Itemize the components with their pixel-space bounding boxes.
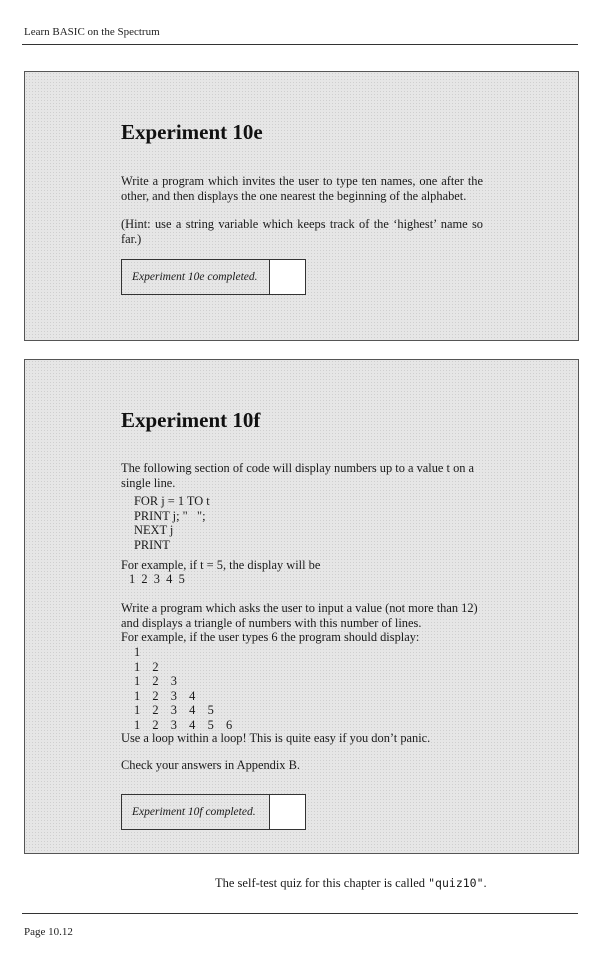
experiment-10e-completed-label: Experiment 10e completed.: [122, 260, 270, 294]
triangle-line: 1 2 3: [134, 674, 177, 688]
header-rule: [22, 44, 578, 45]
experiment-10e-panel: [24, 71, 579, 341]
loop-tip: Use a loop within a loop! This is quite easy if you don’t panic.: [121, 731, 431, 745]
experiment-10f-panel: [24, 359, 579, 854]
experiment-10f-completed-label: Experiment 10f completed.: [122, 795, 270, 829]
check-answers: Check your answers in Appendix B.: [121, 758, 300, 772]
example-intro: For example, if t = 5, the display will be: [121, 558, 321, 572]
experiment-10e-body: Write a program which invites the user to type ten names, one after the other, and then displays the one nearest the beginning of the alphabet.: [121, 174, 483, 203]
example-output: 1 2 3 4 5: [129, 572, 185, 586]
code-line: FOR j = 1 TO t: [134, 494, 210, 508]
page-number: Page 10.12: [24, 926, 73, 938]
triangle-line: 1 2 3 4 5 6: [134, 717, 233, 732]
quiz-name: "quiz10": [428, 876, 484, 890]
experiment-10f-title: Experiment 10f: [121, 408, 261, 432]
triangle-line: 1 2 3 4: [134, 688, 196, 703]
code-listing: [134, 494, 496, 552]
quiz-note: [215, 876, 487, 891]
experiment-10e-completion: [121, 259, 306, 295]
triangle-line: 1 2: [134, 659, 159, 674]
quiz-note-end: .: [483, 876, 487, 890]
triangle-output: [134, 645, 496, 732]
running-head: Learn BASIC on the Spectrum: [24, 26, 160, 38]
task-example: For example, if the user types 6 the program should display:: [121, 630, 420, 644]
experiment-10e-hint: (Hint: use a string variable which keeps track of the ‘highest’ name so far.): [121, 217, 483, 246]
triangle-line: 1 2 3 4 5: [134, 703, 214, 717]
code-line: PRINT: [134, 537, 170, 552]
experiment-10f-checkbox[interactable]: [270, 795, 305, 829]
triangle-line: 1: [134, 645, 141, 659]
code-line: PRINT j; " ";: [134, 508, 206, 523]
experiment-10f-completion: [121, 794, 306, 830]
experiment-10e-checkbox[interactable]: [270, 260, 305, 294]
experiment-10e-title: Experiment 10e: [121, 120, 263, 144]
quiz-note-text: The self-test quiz for this chapter is called: [215, 876, 429, 890]
code-line: NEXT j: [134, 523, 174, 537]
experiment-10f-intro: The following section of code will display numbers up to a value t on a single line.: [121, 461, 475, 490]
footer-rule: [22, 913, 578, 914]
task-text: Write a program which asks the user to input a value (not more than 12) and displays a triangle of numbers with this number of lines.: [121, 601, 478, 630]
